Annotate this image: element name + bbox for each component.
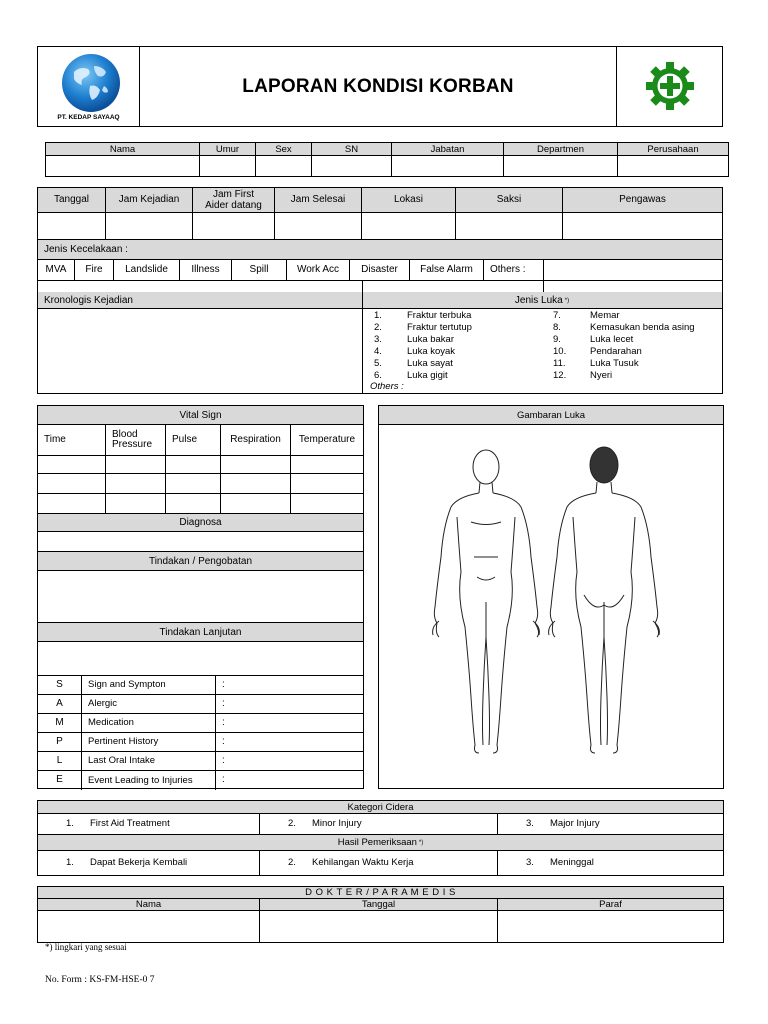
- option-number: 1.: [66, 857, 74, 869]
- option-label: Dapat Bekerja Kembali: [90, 857, 188, 869]
- sample-letter: E: [38, 771, 82, 790]
- jenis-luka-name: Luka koyak: [407, 346, 456, 357]
- col-temperature: Temperature: [298, 433, 356, 445]
- col-dokter-paraf: Paraf: [599, 899, 622, 911]
- jenis-luka-number: 4.: [374, 346, 382, 357]
- page-title: LAPORAN KONDISI KORBAN: [242, 75, 514, 97]
- sample-input[interactable]: :: [216, 714, 363, 733]
- option-label: Meninggal: [550, 857, 594, 869]
- safety-cross-gear-icon: [644, 60, 696, 112]
- col-time: Time: [38, 425, 106, 455]
- sample-label: Alergic: [82, 695, 216, 714]
- vital-input-respiration[interactable]: [221, 455, 291, 474]
- input-departmen[interactable]: [504, 156, 618, 176]
- kategori-title: Kategori Cidera: [347, 801, 414, 813]
- diagnosa-label: Diagnosa: [179, 517, 222, 528]
- type-false-alarm[interactable]: False Alarm: [410, 260, 484, 280]
- vital-input-pulse[interactable]: [166, 474, 221, 493]
- gambaran-title: Gambaran Luka: [516, 409, 586, 421]
- input-jam-kejadian[interactable]: [106, 213, 193, 239]
- col-respiration: Respiration: [221, 425, 291, 455]
- type-landslide[interactable]: Landslide: [114, 260, 180, 280]
- gambaran-title-row: [379, 406, 723, 425]
- vital-rows: [38, 455, 363, 513]
- kategori-title-row: [38, 801, 723, 814]
- option-item[interactable]: [38, 814, 260, 834]
- jenis-luka-label: Jenis Luka: [514, 295, 563, 306]
- type-work-acc[interactable]: Work Acc: [287, 260, 350, 280]
- dokter-title: D O K T E R / P A R A M E D I S: [305, 887, 456, 898]
- option-label: First Aid Treatment: [90, 818, 170, 830]
- col-umur: Umur: [200, 143, 256, 156]
- sample-label: Sign and Sympton: [82, 676, 216, 695]
- col-lokasi: Lokasi: [362, 188, 456, 213]
- col-dokter-nama: Nama: [38, 899, 260, 911]
- globe-icon: [60, 52, 122, 114]
- vital-section: [37, 405, 364, 789]
- option-number: 2.: [288, 857, 296, 869]
- header-box: [37, 46, 723, 127]
- input-nama[interactable]: [46, 156, 200, 176]
- jenis-luka-number: 5.: [374, 358, 382, 369]
- jenis-luka-name: Memar: [590, 310, 620, 321]
- input-dokter-paraf[interactable]: [498, 911, 723, 942]
- option-label: Major Injury: [550, 818, 600, 830]
- jenis-luka-name: Luka lecet: [590, 334, 634, 345]
- vital-input-blood-pressure[interactable]: [106, 494, 166, 513]
- input-tanggal[interactable]: [38, 213, 106, 239]
- col-blood-pressure: Blood Pressure: [106, 425, 166, 455]
- body-front-figure: [433, 450, 540, 753]
- jenis-luka-name: Luka gigit: [407, 370, 448, 381]
- option-item[interactable]: [498, 814, 723, 834]
- input-jam-first-aider[interactable]: [193, 213, 275, 239]
- sample-input[interactable]: :: [222, 774, 225, 786]
- input-jam-selesai[interactable]: [275, 213, 362, 239]
- option-item[interactable]: [260, 851, 498, 875]
- tindakan-input[interactable]: [38, 571, 363, 622]
- input-dokter-tanggal[interactable]: [260, 911, 498, 942]
- col-jam-kejadian: Jam Kejadian: [106, 188, 193, 213]
- sample-input[interactable]: :: [216, 752, 363, 771]
- jenis-luka-number: 11.: [553, 358, 566, 369]
- sample-label: Pertinent History: [82, 733, 216, 752]
- hasil-title: Hasil Pemeriksaan: [337, 837, 417, 848]
- dokter-section: [37, 886, 724, 943]
- tindakan-row: [38, 551, 363, 571]
- sample-table: [38, 675, 363, 788]
- option-label: Kehilangan Waktu Kerja: [312, 857, 414, 869]
- type-spill[interactable]: Spill: [232, 260, 287, 280]
- kronologis-label: Kronologis Kejadian: [44, 295, 133, 306]
- input-saksi[interactable]: [456, 213, 563, 239]
- logo-area: [38, 47, 140, 126]
- hasil-note: *): [418, 839, 424, 846]
- divider: [38, 280, 722, 281]
- vital-input-time[interactable]: [38, 474, 106, 493]
- company-name: PT. KEDAP SAYAAQ: [57, 114, 120, 121]
- input-umur[interactable]: [200, 156, 256, 176]
- vital-input-blood-pressure[interactable]: [106, 474, 166, 493]
- vital-input-pulse[interactable]: [166, 455, 221, 474]
- jenis-luka-number: 10.: [553, 346, 567, 357]
- jenis-luka-number: 2.: [374, 322, 382, 333]
- col-jam-selesai: Jam Selesai: [275, 188, 362, 213]
- jenis-luka-name: Fraktur terbuka: [407, 310, 472, 321]
- input-perusahaan[interactable]: [618, 156, 728, 176]
- jenis-luka-number: 3.: [374, 334, 382, 345]
- diagnosa-input[interactable]: [38, 532, 363, 551]
- col-departmen: Departmen: [504, 143, 618, 156]
- kategori-items: [38, 814, 723, 834]
- col-sn: SN: [312, 143, 392, 156]
- col-tanggal: Tanggal: [38, 188, 106, 213]
- blank-split-2: [543, 280, 544, 292]
- jenis-luka-name: Luka Tusuk: [590, 358, 639, 369]
- sample-letter: L: [38, 752, 82, 771]
- sample-letter: A: [38, 695, 82, 714]
- vital-input-temperature[interactable]: [291, 494, 363, 513]
- lanjutan-label: Tindakan Lanjutan: [159, 626, 242, 638]
- col-perusahaan: Perusahaan: [647, 143, 699, 155]
- jenis-luka-name: Luka sayat: [407, 358, 453, 369]
- jenis-luka-number: 6.: [374, 370, 382, 381]
- jenis-luka-name: Fraktur tertutup: [407, 322, 472, 333]
- incident-section: [37, 187, 723, 394]
- jenis-luka-number: 8.: [553, 322, 561, 333]
- footer-note: *) lingkari yang sesuai: [45, 942, 127, 952]
- col-nama: Nama: [46, 143, 200, 156]
- sample-letter: S: [38, 676, 82, 695]
- employee-table: [45, 142, 729, 177]
- type-others[interactable]: Others :: [484, 260, 544, 280]
- vital-title: Vital Sign: [179, 409, 222, 421]
- blank-split: [362, 280, 363, 292]
- input-sex[interactable]: [256, 156, 312, 176]
- lanjutan-row: [38, 622, 363, 642]
- jenis-luka-note: *): [564, 297, 570, 304]
- sample-input[interactable]: :: [216, 676, 363, 695]
- col-sex: Sex: [256, 143, 312, 156]
- dokter-title-row: [38, 887, 723, 899]
- jenis-luka-number: 7.: [553, 310, 561, 321]
- input-pengawas[interactable]: [563, 213, 722, 239]
- jenis-luka-number: 12.: [553, 370, 567, 381]
- jenis-luka-header: [362, 292, 722, 309]
- kategori-section: [37, 800, 724, 876]
- col-dokter-tanggal: Tanggal: [260, 899, 498, 911]
- sample-input[interactable]: :: [216, 695, 363, 714]
- vital-input-time[interactable]: [38, 494, 106, 513]
- input-sn[interactable]: [312, 156, 392, 176]
- vital-input-pulse[interactable]: [166, 494, 221, 513]
- vital-input-respiration[interactable]: [221, 494, 291, 513]
- sample-label: Medication: [82, 714, 216, 733]
- input-dokter-nama[interactable]: [38, 911, 260, 942]
- type-fire[interactable]: Fire: [75, 260, 114, 280]
- vital-input-time[interactable]: [38, 455, 106, 474]
- input-jabatan[interactable]: [392, 156, 504, 176]
- lanjutan-input[interactable]: [38, 642, 363, 675]
- option-number: 1.: [66, 818, 74, 830]
- kronologis-input[interactable]: [38, 309, 362, 393]
- safety-logo-area: [616, 47, 722, 126]
- vital-input-temperature[interactable]: [291, 455, 363, 474]
- option-item[interactable]: [498, 851, 723, 875]
- col-jam-first-aider: Jam First Aider datang: [193, 188, 275, 213]
- sample-label: Last Oral Intake: [82, 752, 216, 771]
- option-number: 2.: [288, 818, 296, 830]
- vital-input-blood-pressure[interactable]: [106, 455, 166, 474]
- jenis-luka-name: Kemasukan benda asing: [590, 322, 695, 333]
- body-diagram[interactable]: [379, 427, 723, 787]
- type-illness[interactable]: Illness: [180, 260, 232, 280]
- vital-input-respiration[interactable]: [221, 474, 291, 493]
- gambaran-section: [378, 405, 724, 789]
- vital-input-temperature[interactable]: [291, 474, 363, 493]
- type-disaster[interactable]: Disaster: [350, 260, 410, 280]
- tindakan-label: Tindakan / Pengobatan: [148, 555, 253, 567]
- jenis-luka-number: 9.: [553, 334, 561, 345]
- body-back-figure: [549, 447, 660, 753]
- col-saksi: Saksi: [456, 188, 563, 213]
- option-number: 3.: [526, 818, 534, 830]
- vital-title-row: [38, 406, 363, 425]
- jenis-luka-name: Luka bakar: [407, 334, 455, 345]
- sample-label: Event Leading to Injuries: [82, 771, 216, 790]
- col-jabatan: Jabatan: [392, 143, 504, 156]
- jenis-luka-name: Pendarahan: [590, 346, 642, 357]
- sample-input[interactable]: :: [216, 733, 363, 752]
- type-mva[interactable]: MVA: [38, 260, 75, 280]
- sample-letter: M: [38, 714, 82, 733]
- input-lokasi[interactable]: [362, 213, 456, 239]
- jenis-kecelakaan-row: [38, 239, 722, 260]
- hasil-items: [38, 851, 723, 875]
- jenis-luka-name: Nyeri: [590, 370, 613, 381]
- option-number: 3.: [526, 857, 534, 869]
- sample-letter: P: [38, 733, 82, 752]
- diagnosa-row: [38, 513, 363, 532]
- form-number: No. Form : KS-FM-HSE-0 7: [45, 975, 155, 985]
- jenis-luka-number: 1.: [374, 310, 382, 321]
- option-item[interactable]: [38, 851, 260, 875]
- option-label: Minor Injury: [312, 818, 362, 830]
- hasil-title-row: [38, 834, 723, 851]
- option-item[interactable]: [260, 814, 498, 834]
- jenis-kecelakaan-label: Jenis Kecelakaan :: [44, 244, 128, 255]
- others-label: Others :: [370, 381, 404, 392]
- col-pulse: Pulse: [166, 425, 221, 455]
- col-pengawas: Pengawas: [619, 194, 666, 206]
